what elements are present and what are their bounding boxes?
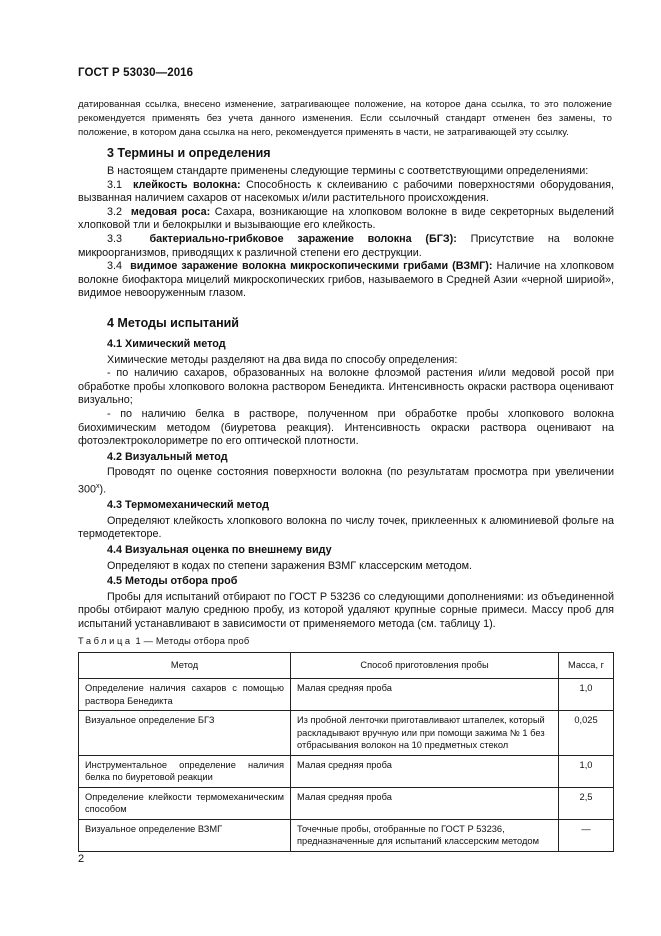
table-cell-preparation: Из пробной ленточки приготавливают штапелек, который раскладывают вручную или при помощи зажима № 1 без отбрасывания волокон на 10 предметных стекол [291,711,559,756]
table-cell-method: Инструментальное определение наличия белка по биуретовой реакции [79,755,291,787]
table-row [79,679,614,711]
table-header-cell: Метод [79,653,291,679]
table-caption: Таблица 1 — Методы отбора проб [78,636,250,646]
table-row [79,711,614,756]
table-header-cell: Масса, г [559,653,614,679]
table-cell-method: Определение наличия сахаров с помощью раствора Бенедикта [79,679,291,711]
table-header-row [79,653,614,679]
section-3-body [78,165,614,301]
page-number: 2 [78,853,85,865]
s41-p2: - по наличию сахаров, образованных на волокне флоэмой растения и/или медовой росой при обработке пробы хлопкового волокна раствором Бенедикта. Интенсивность окраски раствора оценивают визуально; [78,367,614,407]
table-row [79,787,614,819]
table-cell-mass: — [559,819,614,851]
subsection-4-1-title: 4.1 Химический метод [107,338,226,350]
intro-paragraph: датированная ссылка, внесено изменение, затрагивающее положение, на которое дана ссылка, то это положение рекомендуется применять без учета данного изменения. Если ссылочный стандарт отменен без замены, то положение, в котором дана ссылка на него, рекомендуется применять в части, не затрагивающей эту ссылку. [78,99,612,138]
table-cell-mass: 1,0 [559,755,614,787]
table-row [79,755,614,787]
subsection-4-2-title: 4.2 Визуальный метод [107,450,228,463]
section-3-title: 3 Термины и определения [107,146,271,160]
table-cell-method: Определение клейкости термомеханическим способом [79,787,291,819]
table-cell-mass: 0,025 [559,711,614,756]
section-4-body [78,336,614,631]
term-3-1: 3.1 клейкость волокна: Способность к склеиванию с рабочими поверхностями оборудования, вызванная наличием сахаров от насекомых и/или растительного происхождения. [78,178,614,205]
term-3-2: 3.2 медовая роса: Сахара, возникающие на хлопковом волокне в виде секреторных выделений хлопковой тли и белокрылки и вызывающие его клейкость. [78,205,615,232]
term-3-4: 3.4 видимое заражение волокна микроскопическими грибами (ВЗМГ): Наличие на хлопковом волокне биофактора мицелий микроскопических грибов, называемого в Средней Азии «черной шириой», видимое невооруженным глазом. [78,260,614,300]
table-cell-preparation: Малая средняя проба [291,787,559,819]
s41-p1: Химические методы разделяют на два вида по способу определения: [107,353,458,366]
standard-header: ГОСТ Р 53030—2016 [78,67,194,79]
s45-p: Пробы для испытаний отбирают по ГОСТ Р 53236 со следующими дополнениями: из объединенной пробы отбирают малую среднюю пробу, из которой удаляют крупные сорные примеси. Массу проб для испытаний устанавливают в зависимости от применяемого метода (см. таблицу 1). [78,590,614,630]
s41-p3: - по наличию белка в растворе, полученном при обработке пробы хлопкового волокна биохимическим методом (биуретова реакция). Интенсивность окраски раствора оценивают на фотоэлектроколориметре по его оптической плотности. [78,407,614,448]
table-cell-preparation: Точечные пробы, отобранные по ГОСТ Р 53236, предназначенные для испытаний классерским методом [291,819,559,851]
s43-p: Определяют клейкость хлопкового волокна по числу точек, приклеенных к алюминиевой фольге на термодетекторе. [78,514,614,541]
table-row [79,819,614,851]
term-3-3: 3.3 бактериально-грибковое заражение волокна (БГЗ): Присутствие на волокне микроорганизмов, приводящих к различной степени его деструкции. [78,232,615,259]
table-cell-mass: 2,5 [559,787,614,819]
subsection-4-4-title: 4.4 Визуальная оценка по внешнему виду [107,543,332,556]
section-4-title: 4 Методы испытаний [107,316,239,330]
table-cell-preparation: Малая средняя проба [291,679,559,711]
s44-p: Определяют в кодах по степени заражения ВЗМГ классерским методом. [107,559,473,572]
table-cell-mass: 1,0 [559,679,614,711]
sampling-methods-table [78,652,614,852]
s42-p: Проводят по оценке состояния поверхности волокна (по результатам просмотра при увеличении $300^х$). [78,466,614,496]
table-cell-preparation: Малая средняя проба [291,755,559,787]
table-header-cell: Способ приготовления пробы [291,653,559,679]
table-cell-method: Визуальное определение БГЗ [79,711,291,756]
subsection-4-5-title: 4.5 Методы отбора проб [107,575,238,588]
subsection-4-3-title: 4.3 Термомеханический метод [107,499,269,512]
table-cell-method: Визуальное определение ВЗМГ [79,819,291,851]
section-3-lead: В настоящем стандарте применены следующие термины с соответствующими определениями: [107,165,589,177]
